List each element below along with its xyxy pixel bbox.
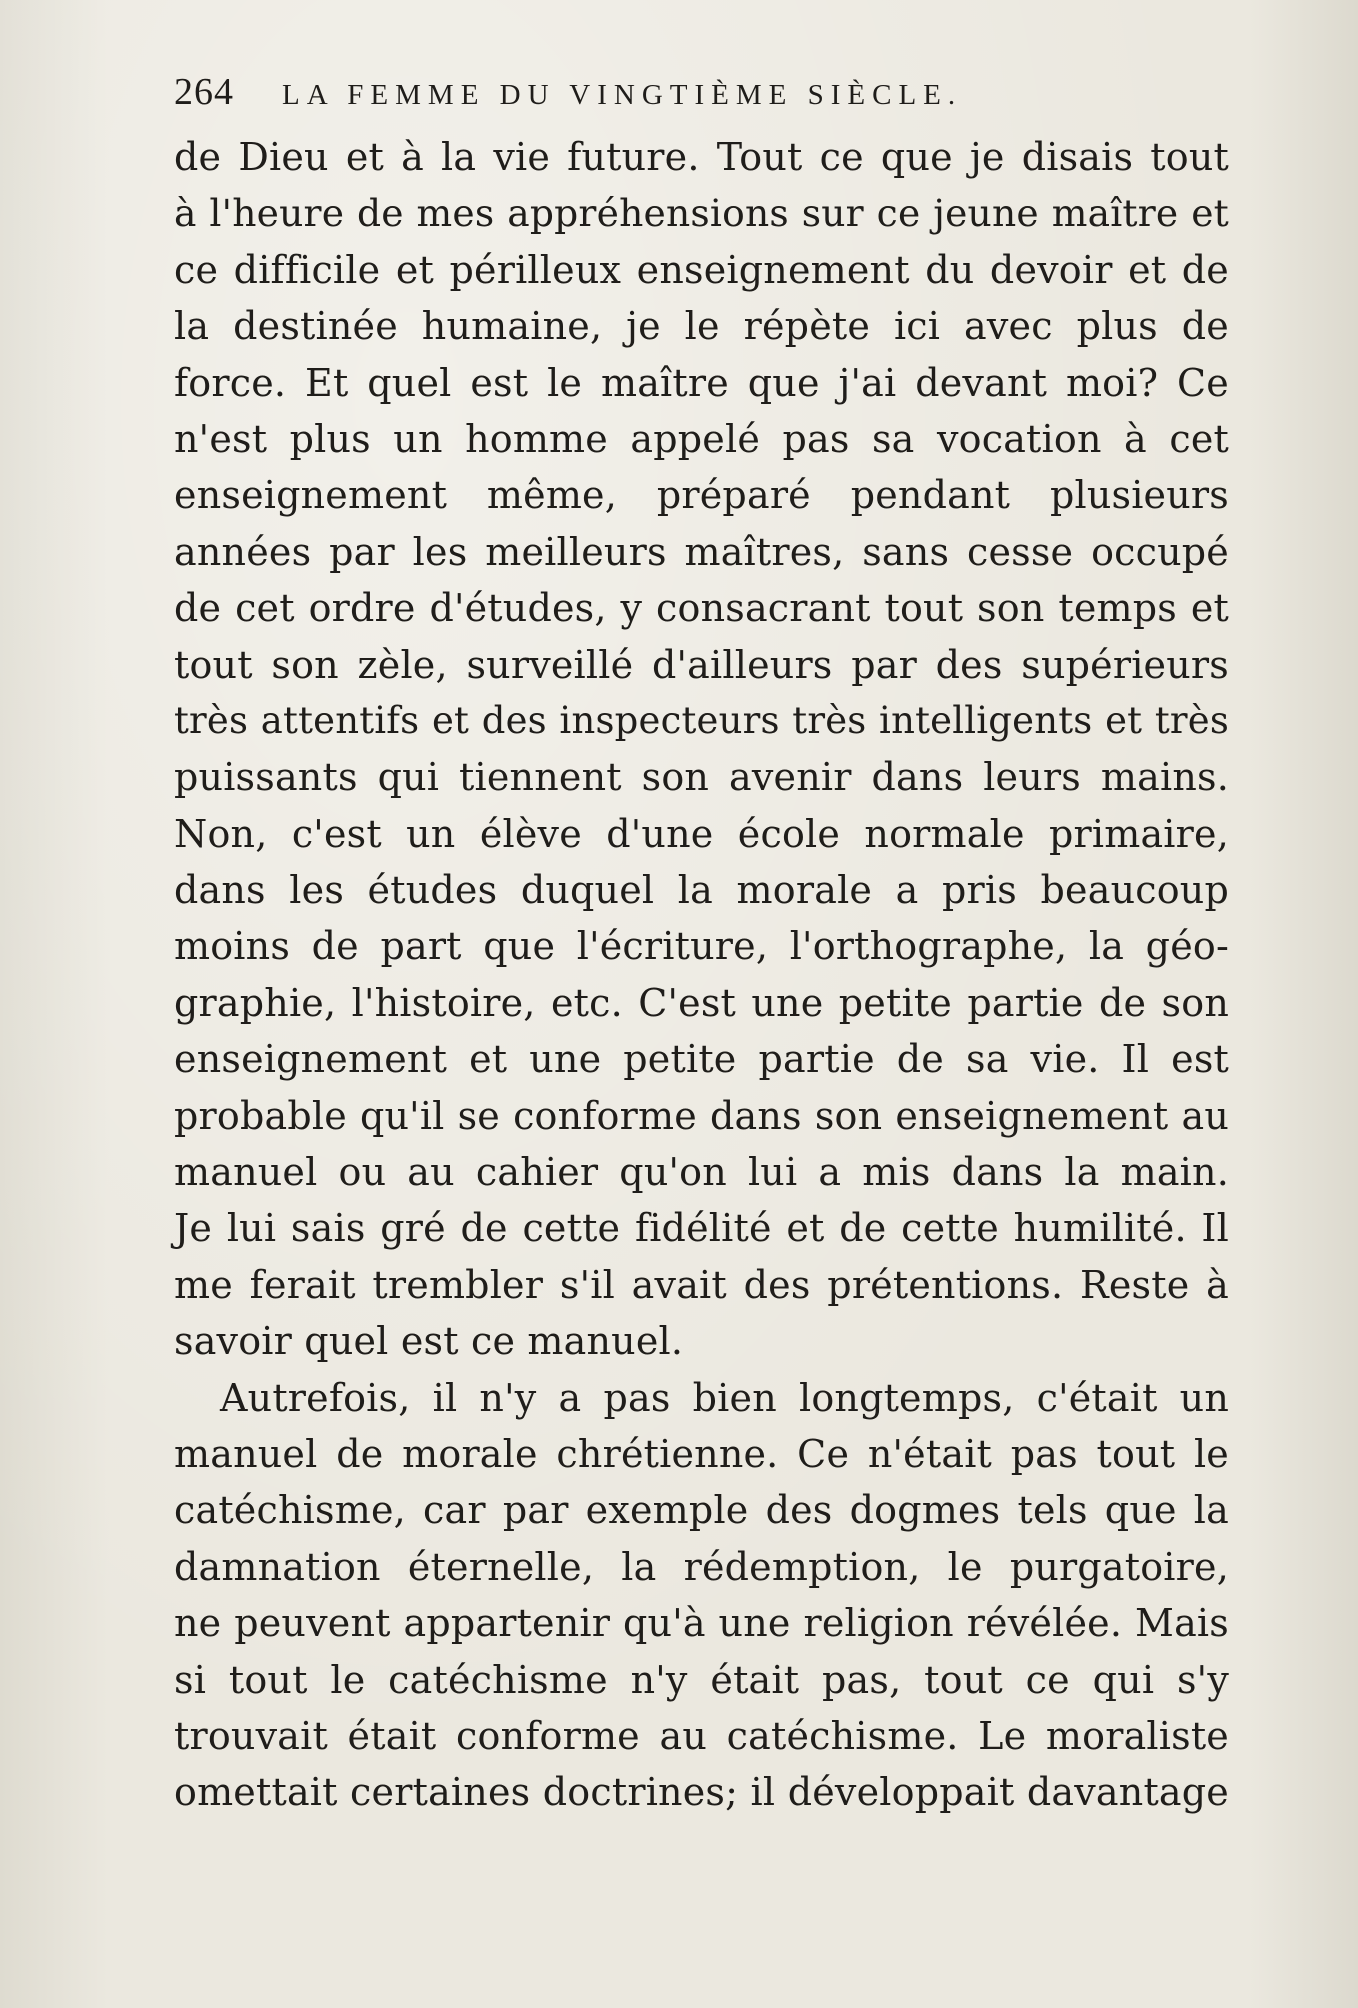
text-line: graphie, l'histoire, etc. C'est une petite partie de son [174, 980, 1229, 1025]
text-line: très attentifs et des inspecteurs très intelligents et très [174, 698, 1229, 742]
text-line: la destinée humaine, je le répète ici avec plus de [174, 304, 1229, 349]
text-line: n'est plus un homme appelé pas sa vocation à cet [174, 416, 1229, 461]
text-line: à l'heure de mes appréhensions sur ce jeune maître et [174, 191, 1229, 236]
text-line: omettait certaines doctrines; il développait davantage [174, 1770, 1229, 1815]
text-line: ne peuvent appartenir qu'à une religion révélée. Mais [174, 1601, 1229, 1646]
text-line: dans les études duquel la morale a pris beaucoup [174, 868, 1229, 913]
text-line: force. Et quel est le maître que j'ai devant moi? Ce [174, 360, 1229, 405]
text-line: Je lui sais gré de cette fidélité et de cette humilité. Il [174, 1206, 1229, 1251]
text-line: enseignement et une petite partie de sa vie. Il est [174, 1037, 1229, 1082]
text-line: moins de part que l'écriture, l'orthographe, la géo- [174, 924, 1229, 969]
text-line: de Dieu et à la vie future. Tout ce que je disais tout [174, 135, 1229, 179]
text-line: me ferait trembler s'il avait des prétentions. Reste à [174, 1262, 1229, 1307]
paragraph-1 [174, 129, 1229, 1370]
text-line: Autrefois, il n'y a pas bien longtemps, c'était un [220, 1375, 1229, 1420]
text-line: années par les meilleurs maîtres, sans cesse occupé [174, 529, 1229, 574]
text-line: tout son zèle, surveillé d'ailleurs par des supérieurs [174, 642, 1229, 687]
text-line: Non, c'est un élève d'une école normale primaire, [174, 811, 1229, 856]
text-line: probable qu'il se conforme dans son enseignement au [174, 1093, 1229, 1138]
running-title: LA FEMME DU VINGTIÈME SIÈCLE. [282, 79, 963, 111]
text-line: puissants qui tiennent son avenir dans leurs mains. [174, 755, 1229, 800]
text-line: manuel ou au cahier qu'on lui a mis dans la main. [174, 1150, 1229, 1195]
text-line: de cet ordre d'études, y consacrant tout son temps et [174, 586, 1229, 631]
text-line: si tout le catéchisme n'y était pas, tout ce qui s'y [174, 1657, 1229, 1702]
page-number: 264 [174, 71, 234, 113]
text-line: manuel de morale chrétienne. Ce n'était pas tout le [174, 1431, 1229, 1476]
text-line: catéchisme, car par exemple des dogmes tels que la [174, 1488, 1229, 1533]
text-line: enseignement même, préparé pendant plusieurs [174, 473, 1229, 518]
paragraph-2 [174, 1370, 1229, 1821]
body-text [174, 129, 1229, 1821]
text-line: damnation éternelle, la rédemption, le purgatoire, [174, 1544, 1229, 1589]
text-line: trouvait était conforme au catéchisme. Le moraliste [174, 1713, 1229, 1758]
text-line: savoir quel est ce manuel. [174, 1319, 684, 1364]
page-header [174, 70, 1234, 120]
text-line: ce difficile et périlleux enseignement du devoir et de [174, 247, 1229, 292]
